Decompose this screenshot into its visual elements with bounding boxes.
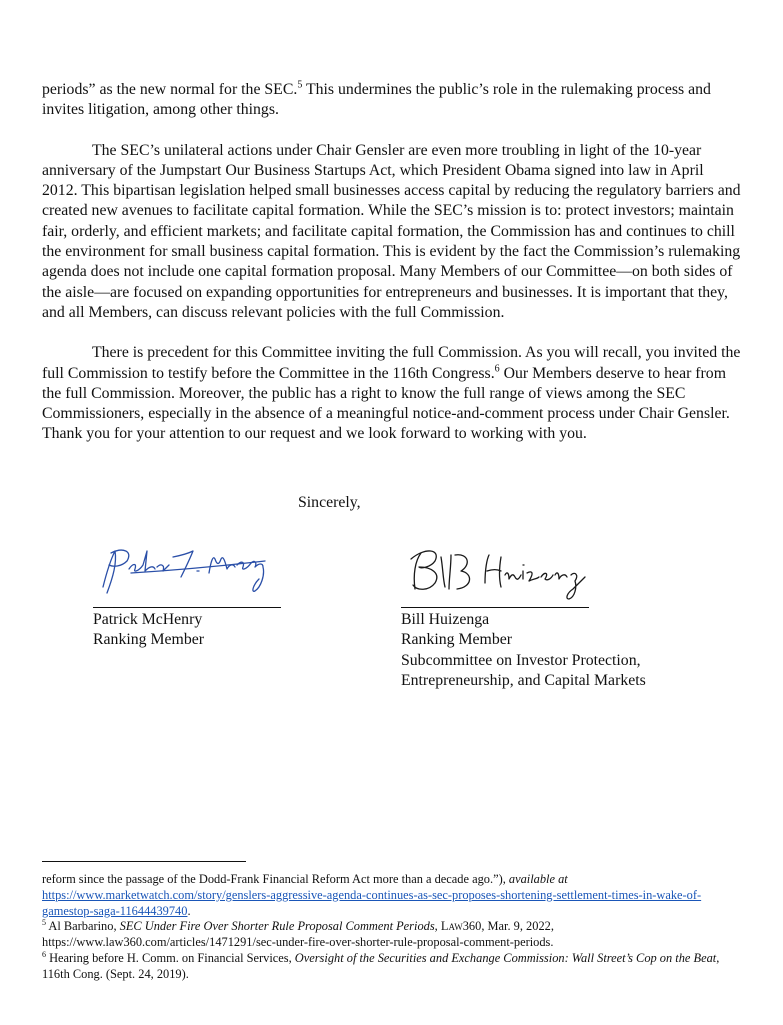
footnote-ref-6: 6 — [494, 363, 500, 375]
signer-subcommittee-line-1: Subcommittee on Investor Protection, — [401, 651, 641, 669]
paragraph-1: periods” as the new normal for the SEC.$^5$ This undermines the public’s role in the rulemaking process and invites litigation, among other things. — [42, 79, 711, 119]
signer-name: Bill Huizenga — [401, 611, 490, 628]
closing: Sincerely, — [298, 494, 361, 511]
letter-body — [42, 80, 742, 465]
signature-block-mchenry — [93, 537, 281, 651]
signature-line — [401, 607, 589, 608]
footnote-5: $^5$ Al Barbarino, SEC Under Fire Over Shorter Rule Proposal Comment Periods, Law360, Mar. 9, 2022, https://www.law360.com/articles/1471291/sec-under-fire-over-shorter-rule-proposal-comment-periods. — [42, 918, 554, 950]
signature-huizenga — [401, 537, 646, 607]
footnote-6: $^6$ Hearing before H. Comm. on Financial Services, Oversight of the Securities and Exchange Commission: Wall Street’s Cop on the Beat, 116th Cong. (Sept. 24, 2019). — [42, 949, 720, 981]
handwritten-signature-icon — [93, 537, 283, 605]
footnotes — [42, 872, 742, 983]
footnote-ref-5: 5 — [297, 79, 303, 91]
handwritten-signature-icon — [401, 537, 591, 605]
paragraph-2: The SEC’s unilateral actions under Chair Gensler are even more troubling in light of the 10-year anniversary of the Jumpstart Our Business Startups Act, which President Obama signed into law in April 2012. This bipartisan legislation helped small businesses access capital by reducing the regulatory barriers and created new avenues to facilitate capital formation. While the SEC’s mission is to: protect investors; maintain fair, orderly, and efficient markets; and facilitate capital formation, the Commission has and continues to chill the environment for small business capital formation. This is evident by the fact the Commission’s rulemaking agenda does not include one capital formation proposal. Many Members of our Committee—on both sides of the aisle—are focused on expanding opportunities for entrepreneurs and businesses. It is important that they, and all Members, can discuss relevant policies with the full Commission. — [42, 141, 741, 321]
signer-title: Ranking Member — [401, 631, 512, 649]
signer-title: Ranking Member — [93, 631, 204, 649]
signature-mchenry — [93, 537, 281, 607]
signer-subcommittee-line-2: Entrepreneurship, and Capital Markets — [401, 671, 646, 689]
signer-name: Patrick McHenry — [93, 611, 203, 628]
footnote-continuation: reform since the passage of the Dodd-Frank Financial Reform Act more than a decade ago.”), available at https://www.marketwatch.com/story/genslers-aggressive-agenda-continues-as-sec-proposes-shortening-settlement-times-in-wake-of-gamestop-saga-11644439740. — [42, 872, 702, 918]
signature-line — [93, 607, 281, 608]
marketwatch-link[interactable]: https://www.marketwatch.com/story/genslers-aggressive-agenda-continues-as-sec-proposes-shortening-settlement-times-in-wake-of-gamestop-saga-11644439740 — [42, 887, 702, 918]
footnote-separator — [42, 861, 246, 862]
paragraph-3: There is precedent for this Committee inviting the full Commission. As you will recall, you invited the full Commission to testify before the Committee in the 116th Congress.$^6$ Our Members deserve to hear from the full Commission. Moreover, the public has a right to know the full range of views among the SEC Commissioners, especially in the absence of a meaningful notice-and-comment process under Chair Gensler. Thank you for your attention to our request and we look forward to working with you. — [42, 344, 741, 443]
signature-block-huizenga — [401, 537, 646, 691]
